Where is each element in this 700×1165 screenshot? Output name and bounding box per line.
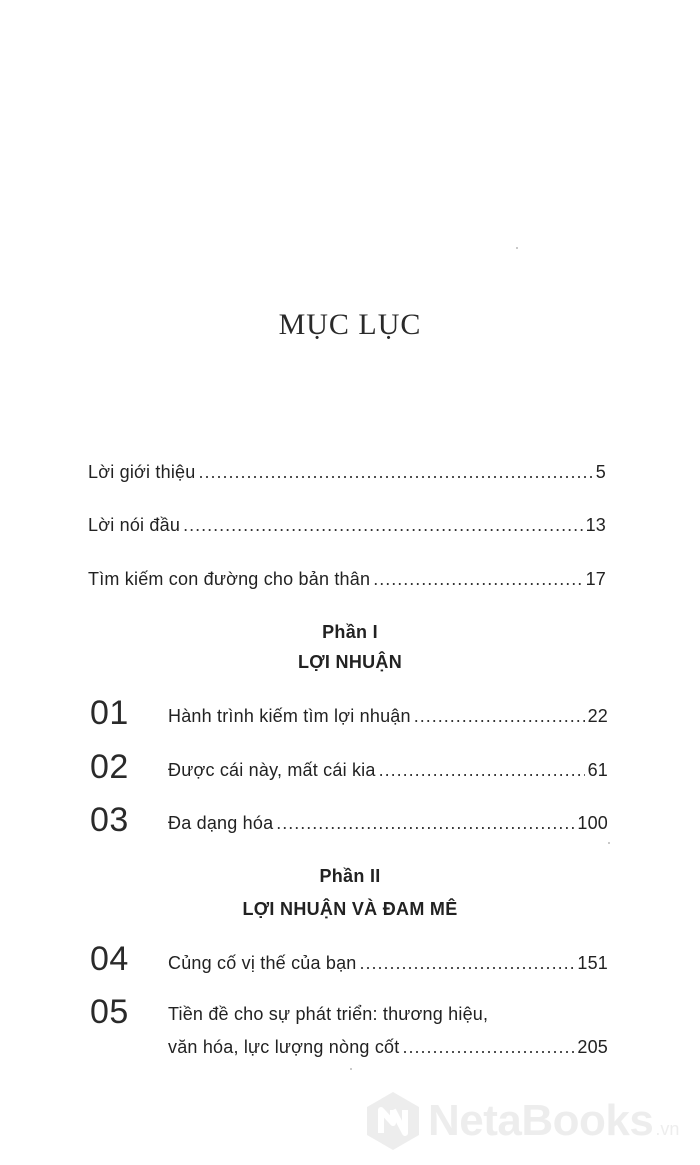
entry-title: Lời giới thiệu xyxy=(88,462,196,482)
part-label: Phần I xyxy=(322,622,378,642)
scan-speck xyxy=(350,1068,352,1070)
dot-leader xyxy=(198,462,592,483)
toc-entry xyxy=(88,515,606,536)
toc-chapter-entry xyxy=(168,706,608,727)
page-title: MỤC LỤC xyxy=(278,308,422,341)
part-title: LỢI NHUẬN xyxy=(297,652,403,672)
chapter-page-number: 205 xyxy=(577,1037,608,1057)
chapter-page-number: 22 xyxy=(587,706,608,726)
chapter-number: 05 xyxy=(90,993,129,1031)
chapter-title: Củng cố vị thế của bạn xyxy=(168,953,357,973)
chapter-number: 04 xyxy=(90,940,129,978)
chapter-title: Đa dạng hóa xyxy=(168,813,274,833)
part-label: Phần II xyxy=(319,866,381,886)
dot-leader xyxy=(373,569,582,590)
chapter-title: Hành trình kiếm tìm lợi nhuận xyxy=(168,706,411,726)
toc-chapter-entry xyxy=(168,813,608,834)
chapter-number: 02 xyxy=(90,748,129,786)
dot-leader xyxy=(402,1037,574,1058)
chapter-number: 03 xyxy=(90,801,129,839)
chapter-title: văn hóa, lực lượng nòng cốt xyxy=(168,1037,400,1057)
chapter-number: 01 xyxy=(90,694,129,732)
toc-chapter-entry xyxy=(168,760,608,781)
dot-leader xyxy=(183,515,583,536)
chapter-page-number: 61 xyxy=(587,760,608,780)
chapter-page-number: 151 xyxy=(577,953,608,973)
entry-page-number: 17 xyxy=(585,569,606,589)
dot-leader xyxy=(379,760,585,781)
dot-leader xyxy=(414,706,585,727)
toc-entry xyxy=(88,569,606,590)
chapter-page-number: 100 xyxy=(577,813,608,833)
scan-speck xyxy=(516,247,518,249)
dot-leader xyxy=(276,813,574,834)
entry-page-number: 5 xyxy=(595,462,606,482)
dot-leader xyxy=(360,953,575,974)
scan-speck xyxy=(608,842,610,844)
entry-title: Tìm kiếm con đường cho bản thân xyxy=(88,569,371,589)
chapter-title-line: Tiền đề cho sự phát triển: thương hiệu, xyxy=(168,1004,489,1024)
part-title: LỢI NHUẬN VÀ ĐAM MÊ xyxy=(242,899,458,919)
entry-page-number: 13 xyxy=(585,515,606,535)
netabooks-watermark xyxy=(362,1088,692,1154)
toc-entry xyxy=(88,462,606,483)
entry-title: Lời nói đầu xyxy=(88,515,181,535)
toc-chapter-entry xyxy=(168,953,608,974)
netabooks-logo-icon xyxy=(362,1090,424,1152)
chapter-title: Được cái này, mất cái kia xyxy=(168,760,376,780)
watermark-brand: NetaBooks xyxy=(428,1096,654,1145)
watermark-suffix: .vn xyxy=(655,1118,680,1139)
toc-chapter-entry xyxy=(168,1037,608,1058)
